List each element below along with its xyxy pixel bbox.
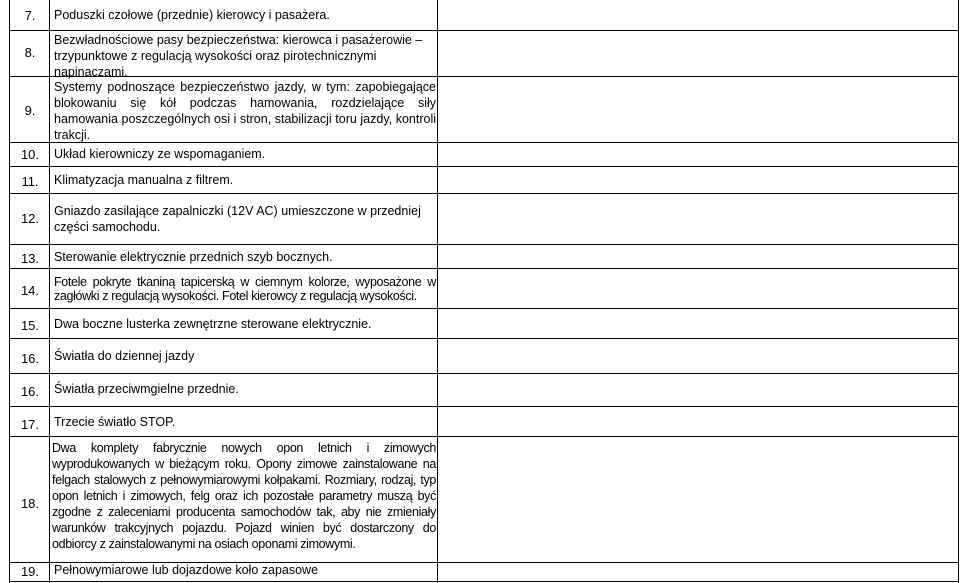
row-number: 19. (20, 564, 40, 579)
row-number: 10. (20, 147, 40, 162)
row-description: Pełnowymiarowe lub dojazdowe koło zapasowe (54, 563, 319, 577)
row-number: 7. (24, 8, 36, 23)
row-description: Klimatyzacja manualna z filtrem. (54, 173, 234, 187)
row-number: 15. (20, 318, 40, 333)
row-number: 16. (20, 384, 40, 399)
row-number: 18. (20, 496, 40, 511)
row-description: Światła do dziennej jazdy (54, 349, 195, 363)
row-divider (9, 30, 959, 31)
row-description: Dwa komplety fabrycznie nowych opon letnich i zimowych wyprodukowanych w bieżącym roku. Opony zimowe zainstalowane na felgach stalowych z pełnowymiarowymi kołpakami. Rozmiary, rodzaj, typ opon letnich i zimowych, felg oraz ich pozostałe parametry muszą być zgodne z zaleceniami producenta samochodów tak, aby nie zmieniały warunków trakcyjnych pojazdu. Pojazd winien być dostarczony do odbiorcy z zainstalowanymi na osiach oponami zimowymi. (52, 441, 436, 551)
row-description: Sterowanie elektrycznie przednich szyb bocznych. (54, 250, 333, 264)
row-number: 9. (24, 103, 36, 118)
row-number: 16. (20, 351, 40, 366)
row-divider (9, 193, 959, 194)
row-description: Światła przeciwmgielne przednie. (54, 382, 239, 396)
row-divider (9, 581, 959, 582)
row-number: 12. (20, 211, 40, 226)
row-description: Fotele pokryte tkaniną tapicerską w ciemnym kolorze, wyposażone w zagłówki z regulacją wysokości. Fotel kierowcy z regulacją wysokości. (54, 275, 436, 303)
row-divider (9, 166, 959, 167)
row-divider (9, 406, 959, 407)
row-description: Systemy podnoszące bezpieczeństwo jazdy, w tym: zapobiegające blokowaniu się kół podczas hamowania, rozdzielające siły hamowania poszczególnych osi i stron, stabilizacji toru jazdy, kontroli trakcji. (54, 80, 436, 142)
column-border-description (437, 0, 438, 583)
row-description: Trzecie światło STOP. (54, 415, 176, 429)
row-description: Poduszki czołowe (przednie) kierowcy i pasażera. (54, 8, 330, 22)
row-description: Bezwładnościowe pasy bezpieczeństwa: kierowca i pasażerowie – trzypunktowe z regulacją wysokości oraz pirotechnicznymi napinaczami. (54, 33, 423, 79)
row-divider (9, 244, 959, 245)
column-border-notes (958, 0, 959, 583)
row-divider (9, 436, 959, 437)
row-description: Układ kierowniczy ze wspomaganiem. (54, 147, 266, 161)
row-description: Dwa boczne lusterka zewnętrzne sterowane elektrycznie. (54, 317, 372, 331)
row-divider (9, 268, 959, 269)
row-divider (9, 373, 959, 374)
row-divider (9, 308, 959, 309)
row-number: 17. (20, 417, 40, 432)
row-number: 11. (21, 174, 39, 189)
row-divider (9, 338, 959, 339)
row-number: 14. (20, 283, 40, 298)
row-number: 13. (20, 251, 40, 266)
row-description: Gniazdo zasilające zapalniczki (12V AC) umieszczone w przedniej części samochodu. (54, 204, 421, 234)
row-number: 8. (24, 45, 36, 60)
